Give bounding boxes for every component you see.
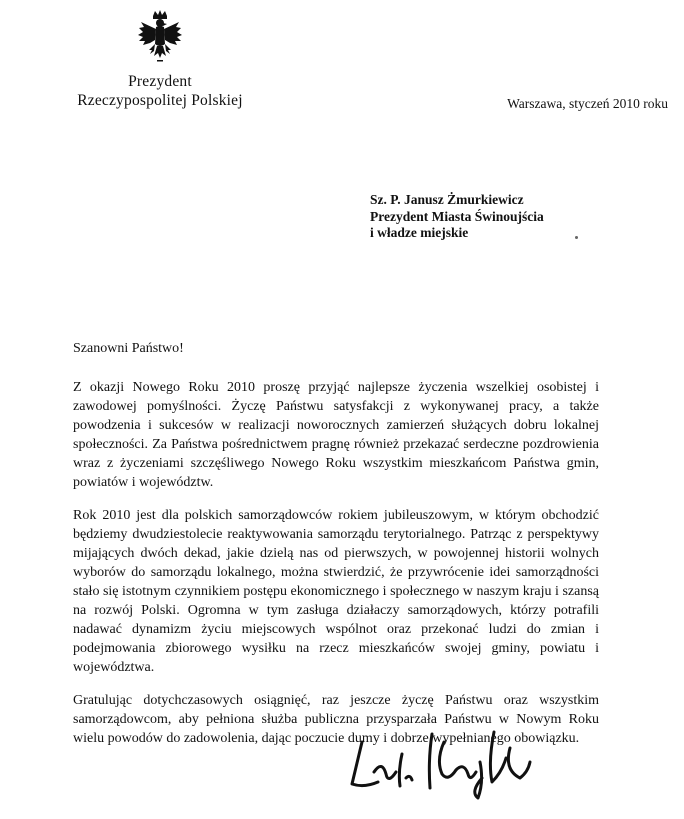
salutation: Szanowni Państwo! <box>73 341 184 356</box>
paragraph: Z okazji Nowego Roku 2010 proszę przyjąć najlepsze życzenia wszelkiej osobistej i zawodowej pomyślności. Życzę Państwu satysfakcji z wykonywanej pracy, a także powodzenia i sukcesów w realizacji noworocznych zamierzeń służących dobru lokalnej społeczności. Za Państwa pośrednictwem pragnę również przekazać serdeczne pozdrowienia wraz z życzeniami szczęśliwego Nowego Roku wszystkim mieszkańcom Państwa gmin, powiatów i województw. <box>73 380 599 490</box>
signature-image <box>344 712 534 802</box>
letter-body <box>73 378 599 762</box>
date-line: Warszawa, styczeń 2010 roku <box>507 96 668 111</box>
paragraph: Gratulując dotychczasowych osiągnięć, raz jeszcze życzę Państwu oraz wszystkim samorządowcom, aby pełniona służba publiczna przysparzała Państwu w Nowym Roku wielu powodów do zadowolenia, dając poczucie dumy i dobrze wypełnianego obowiązku. <box>73 693 599 746</box>
eagle-emblem-icon <box>137 10 183 68</box>
recipient-line: Prezydent Miasta Świnoujścia <box>370 208 544 224</box>
scan-speck <box>575 236 578 239</box>
letterhead-title: Prezydent <box>128 73 192 90</box>
recipient-line: i władze miejskie <box>370 225 469 240</box>
letterhead <box>40 10 280 110</box>
recipient-line: Sz. P. Janusz Żmurkiewicz <box>370 192 524 207</box>
recipient-block <box>370 192 544 242</box>
paragraph: Rok 2010 jest dla polskich samorządowców rokiem jubileuszowym, w którym obchodzić będziemy dwudziestolecie reaktywowania samorządu terytorialnego. Patrząc z perspektywy mijających dwóch dekad, jakie dzielą nas od pierwszych, w powojennej historii wolnych wyborów do samorządu lokalnego, można stwierdzić, że przywrócenie idei samorządności stało się istotnym czynnikiem postępu ekonomicznego i społecznego w naszym kraju i szansą na rozwój Polski. Ogromna w tym zasługa działaczy samorządowych, którzy potrafili nadawać dynamizm życiu miejscowych wspólnot oraz przekonać ludzi do zmian i podejmowania zbiorowego wysiłku na rzecz mieszkańców swojej gminy, powiatu i województwa. <box>73 508 599 675</box>
letterhead-subtitle: Rzeczypospolitej Polskiej <box>77 92 243 109</box>
